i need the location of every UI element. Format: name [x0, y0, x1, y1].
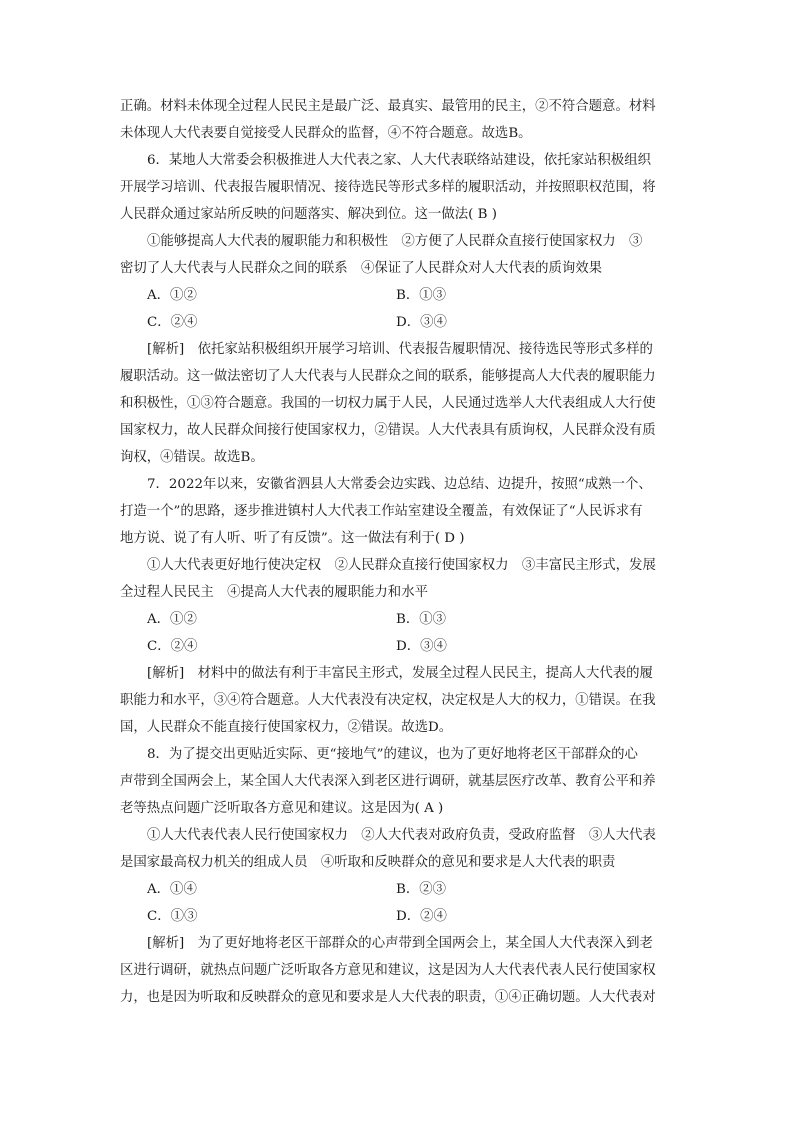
- option-c: C．①③: [147, 909, 198, 924]
- text-line: 密切了人大代表与人民群众之间的联系 ④保证了人民群众对人大代表的质询效果: [120, 261, 603, 276]
- option-a: A．①②: [147, 612, 197, 627]
- question-7-statements: ①人大代表更好地行使决定权 ②人民群众直接行使国家权力 ③丰富民主形式，发展: [147, 558, 656, 573]
- option-a: A．①④: [147, 882, 197, 897]
- question-6-statements: ①能够提高人大代表的履职能力和积极性 ②方便了人民群众直接行使国家权力 ③: [147, 234, 643, 249]
- question-6-stem: 6．某地人大常委会积极推进人大代表之家、人大代表联络站建设，依托家站积极组织: [147, 153, 651, 168]
- analysis-7: [解析] 材料中的做法有利于丰富民主形式，发展全过程人民民主，提高人大代表的履: [147, 666, 653, 681]
- option-b: B．②③: [396, 882, 447, 897]
- text-line: 力，也是因为听取和反映群众的意见和要求是人大代表的职责，①④正确切题。人大代表对: [120, 990, 656, 1005]
- text-line: 全过程人民民主 ④提高人大代表的履职能力和水平: [120, 585, 428, 600]
- text-line: 区进行调研，就热点问题广泛听取各方意见和建议，这是因为人大代表代表人民行使国家权: [120, 963, 656, 978]
- question-7-stem: 7．2022年以来，安徽省泗县人大常委会边实践、边总结、边提升，按照“成熟一个、: [147, 477, 652, 492]
- text-line: 询权，④错误。故选B。: [120, 450, 264, 465]
- text-line: 声带到全国两会上，某全国人大代表深入到老区进行调研，就基层医疗改革、教育公平和养: [120, 774, 656, 789]
- text-line: 开展学习培训、代表报告履职情况、接待选民等形式多样的履职活动，并按照职权范围，将: [120, 180, 656, 195]
- option-d: D．③④: [396, 639, 447, 654]
- text-line: 人民群众通过家站所反映的问题落实、解决到位。这一做法( B ): [120, 207, 497, 222]
- text-line: 打造一个”的思路，逐步推进镇村人大代表工作站室建设全覆盖，有效保证了“人民诉求有: [120, 504, 643, 519]
- option-a: A．①②: [147, 288, 197, 303]
- option-c: C．②④: [147, 639, 198, 654]
- question-8-stem: 8．为了提交出更贴近实际、更“接地气”的建议，也为了更好地将老区干部群众的心: [147, 747, 638, 762]
- text-line: 国家权力，故人民群众间接行使国家权力，②错误。人大代表具有质询权，人民群众没有质: [120, 423, 656, 438]
- text-line: 老等热点问题广泛听取各方意见和建议。这是因为( A ): [120, 801, 444, 816]
- option-d: D．②④: [396, 909, 447, 924]
- text-line: 职能力和水平，③④符合题意。人大代表没有决定权，决定权是人大的权力，①错误。在我: [120, 693, 656, 708]
- text-line: 和积极性，①③符合题意。我国的一切权力属于人民，人民通过选举人大代表组成人大行使: [120, 396, 656, 411]
- analysis-8: [解析] 为了更好地将老区干部群众的心声带到全国两会上，某全国人大代表深入到老: [147, 936, 653, 951]
- text-line: 国，人民群众不能直接行使国家权力，②错误。故选D。: [120, 720, 453, 735]
- text-line: 是国家最高权力机关的组成人员 ④听取和反映群众的意见和要求是人大代表的职责: [120, 855, 616, 870]
- analysis-6: [解析] 依托家站积极组织开展学习培训、代表报告履职情况、接待选民等形式多样的: [147, 342, 653, 357]
- option-b: B．①③: [396, 288, 447, 303]
- text-line: 履职活动。这一做法密切了人大代表与人民群众之间的联系，能够提高人大代表的履职能力: [120, 369, 656, 384]
- text-line: 未体现人大代表要自觉接受人民群众的监督，④不符合题意。故选B。: [120, 126, 532, 141]
- option-c: C．②④: [147, 315, 198, 330]
- option-b: B．①③: [396, 612, 447, 627]
- question-8-statements: ①人大代表代表人民行使国家权力 ②人大代表对政府负责，受政府监督 ③人大代表: [147, 828, 656, 843]
- text-line: 正确。材料未体现全过程人民民主是最广泛、最真实、最管用的民主，②不符合题意。材料: [120, 99, 656, 114]
- text-line: 地方说、说了有人听、听了有反馈”。这一做法有利于( D ): [120, 531, 465, 546]
- option-d: D．③④: [396, 315, 447, 330]
